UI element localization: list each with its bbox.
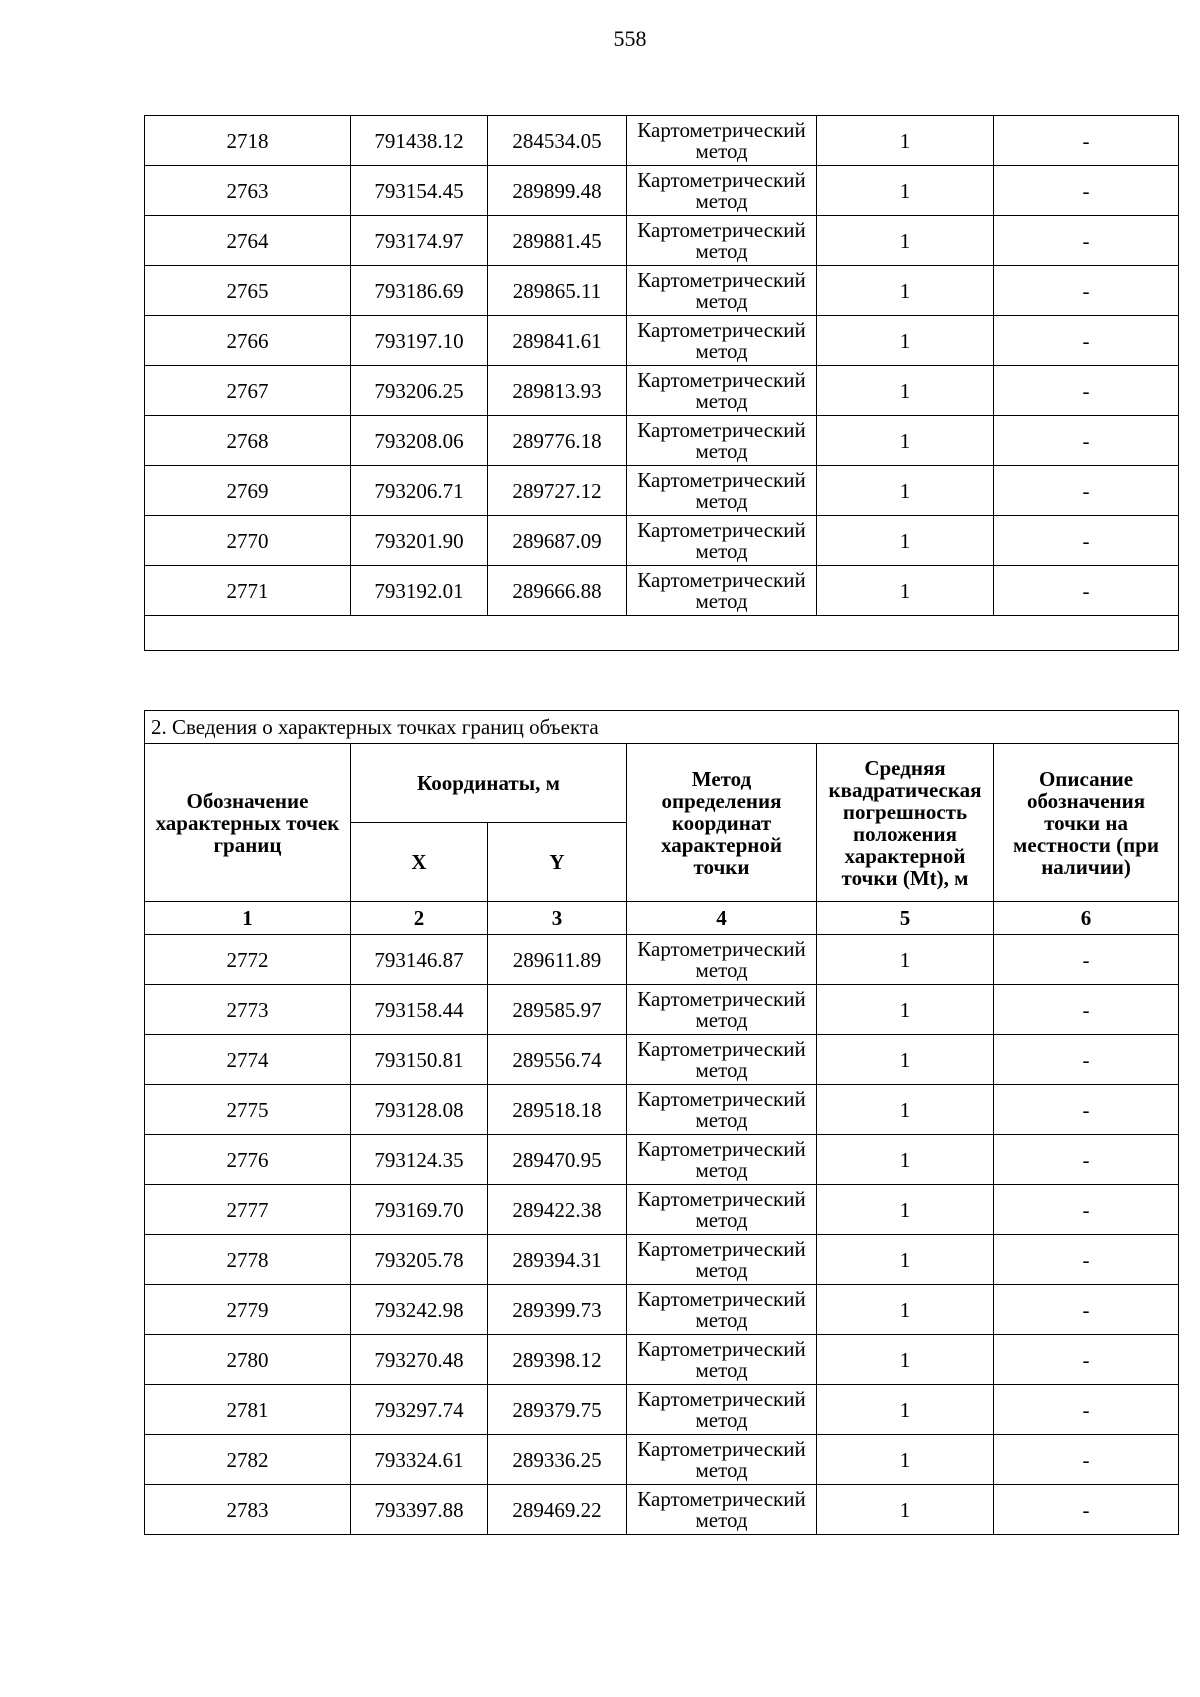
y-coordinate-cell: 289394.31 [488,1235,627,1285]
table-row [145,166,1179,216]
column-number: 6 [994,902,1179,935]
error-value-cell: 1 [817,466,994,516]
header-coordinates: Координаты, м [351,744,627,823]
header-text: обозначения [1026,788,1146,813]
error-value-cell: 1 [817,1135,994,1185]
table-row [145,1185,1179,1235]
error-value-cell: 1 [817,935,994,985]
header-mean-square-error [817,744,994,902]
description-cell: - [994,116,1179,166]
header-text: характерной [660,832,783,857]
column-number: 2 [351,902,488,935]
method-text: метод [695,1057,748,1082]
header-text: наличии) [1041,854,1131,879]
table-row [145,466,1179,516]
method-text: Картометрический [637,467,806,492]
description-cell: - [994,216,1179,266]
y-coordinate-cell: 289585.97 [488,985,627,1035]
table-row [145,1135,1179,1185]
header-point-designation [145,744,351,902]
error-value-cell: 1 [817,1335,994,1385]
method-text: Картометрический [637,1186,806,1211]
table-row [145,1485,1179,1535]
empty-row [145,616,1179,651]
method-cell [627,466,817,516]
y-coordinate-cell: 289881.45 [488,216,627,266]
table-row [145,985,1179,1035]
y-coordinate-cell: 289727.12 [488,466,627,516]
method-text: метод [695,388,748,413]
y-coordinate-cell: 289336.25 [488,1435,627,1485]
method-text: метод [695,138,748,163]
x-coordinate-cell: 793242.98 [351,1285,488,1335]
point-id-cell: 2779 [145,1285,351,1335]
y-coordinate-cell: 289666.88 [488,566,627,616]
y-coordinate-cell: 289611.89 [488,935,627,985]
header-text: точки (Mt), м [841,865,969,890]
method-text: Картометрический [637,517,806,542]
description-cell: - [994,166,1179,216]
page-number: 558 [613,26,647,51]
method-cell [627,316,817,366]
x-coordinate-cell: 793174.97 [351,216,488,266]
x-coordinate-cell: 793124.35 [351,1135,488,1185]
header-text: точки [693,854,750,879]
method-text: Картометрический [637,217,806,242]
y-coordinate-cell: 284534.05 [488,116,627,166]
table-row [145,316,1179,366]
method-text: Картометрический [637,167,806,192]
point-id-cell: 2765 [145,266,351,316]
method-cell [627,516,817,566]
header-text: Описание [1038,766,1134,791]
header-text: характерных точек [155,810,340,835]
error-value-cell: 1 [817,985,994,1035]
point-id-cell: 2764 [145,216,351,266]
table-row [145,416,1179,466]
method-text: метод [695,1457,748,1482]
point-id-cell: 2776 [145,1135,351,1185]
error-value-cell: 1 [817,1235,994,1285]
method-cell [627,1335,817,1385]
table-row [145,516,1179,566]
error-value-cell: 1 [817,216,994,266]
description-cell: - [994,1385,1179,1435]
header-method [627,744,817,902]
column-number: 4 [627,902,817,935]
description-cell: - [994,1185,1179,1235]
y-coordinate-cell: 289422.38 [488,1185,627,1235]
table-row [145,1035,1179,1085]
header-text: Средняя [864,755,946,780]
method-text: Картометрический [637,1136,806,1161]
table-body [145,116,1179,651]
method-cell [627,1185,817,1235]
header-text: Метод [691,766,752,791]
method-text: метод [695,288,748,313]
method-text: метод [695,1257,748,1282]
method-cell [627,1285,817,1335]
x-coordinate-cell: 793146.87 [351,935,488,985]
header-x: X [351,823,488,902]
y-coordinate-cell: 289813.93 [488,366,627,416]
method-text: метод [695,1507,748,1532]
table-row [145,1385,1179,1435]
point-id-cell: 2773 [145,985,351,1035]
error-value-cell: 1 [817,1285,994,1335]
header-text: характерной [844,843,966,868]
method-text: метод [695,488,748,513]
point-id-cell: 2781 [145,1385,351,1435]
description-cell: - [994,1285,1179,1335]
header-y: Y [488,823,627,902]
table-header [145,711,1179,935]
point-id-cell: 2767 [145,366,351,416]
table-body [145,935,1179,1535]
description-cell: - [994,1235,1179,1285]
method-text: метод [695,338,748,363]
header-text: местности (при [1013,832,1160,857]
method-text: Картометрический [637,1036,806,1061]
table-row [145,1235,1179,1285]
header-text: координат [671,810,772,835]
method-text: Картометрический [637,936,806,961]
error-value-cell: 1 [817,1485,994,1535]
x-coordinate-cell: 793206.71 [351,466,488,516]
header-text: погрешность [842,799,968,824]
x-coordinate-cell: 793397.88 [351,1485,488,1535]
method-cell [627,116,817,166]
method-cell [627,366,817,416]
description-cell: - [994,1335,1179,1385]
method-text: метод [695,1207,748,1232]
error-value-cell: 1 [817,1185,994,1235]
description-cell: - [994,266,1179,316]
y-coordinate-cell: 289399.73 [488,1285,627,1335]
x-coordinate-cell: 793208.06 [351,416,488,466]
point-id-cell: 2777 [145,1185,351,1235]
point-id-cell: 2771 [145,566,351,616]
point-id-cell: 2778 [145,1235,351,1285]
header-description [994,744,1179,902]
point-id-cell: 2775 [145,1085,351,1135]
method-text: Картометрический [637,986,806,1011]
method-text: Картометрический [637,367,806,392]
method-cell [627,1435,817,1485]
method-text: метод [695,957,748,982]
column-number: 1 [145,902,351,935]
x-coordinate-cell: 793150.81 [351,1035,488,1085]
x-coordinate-cell: 793205.78 [351,1235,488,1285]
method-text: Картометрический [637,117,806,142]
method-text: метод [695,538,748,563]
table-row [145,935,1179,985]
column-number: 3 [488,902,627,935]
header-text: Обозначение [186,788,309,813]
y-coordinate-cell: 289470.95 [488,1135,627,1185]
method-text: Картометрический [637,567,806,592]
x-coordinate-cell: 793128.08 [351,1085,488,1135]
y-coordinate-cell: 289687.09 [488,516,627,566]
method-cell [627,216,817,266]
method-text: метод [695,438,748,463]
error-value-cell: 1 [817,566,994,616]
description-cell: - [994,516,1179,566]
method-cell [627,1035,817,1085]
empty-cell [145,616,1179,651]
point-id-cell: 2766 [145,316,351,366]
x-coordinate-cell: 793158.44 [351,985,488,1035]
method-text: метод [695,1007,748,1032]
description-cell: - [994,1485,1179,1535]
point-id-cell: 2772 [145,935,351,985]
table-row [145,216,1179,266]
x-coordinate-cell: 793201.90 [351,516,488,566]
method-text: метод [695,588,748,613]
method-text: метод [695,238,748,263]
description-cell: - [994,1085,1179,1135]
method-text: Картометрический [637,1236,806,1261]
error-value-cell: 1 [817,516,994,566]
method-text: метод [695,1107,748,1132]
x-coordinate-cell: 793169.70 [351,1185,488,1235]
method-text: метод [695,1407,748,1432]
table-row [145,116,1179,166]
method-cell [627,416,817,466]
method-text: метод [695,1307,748,1332]
header-text: точки на [1044,810,1128,835]
table-row [145,1085,1179,1135]
x-coordinate-cell: 793197.10 [351,316,488,366]
error-value-cell: 1 [817,1085,994,1135]
y-coordinate-cell: 289518.18 [488,1085,627,1135]
method-cell [627,1385,817,1435]
description-cell: - [994,316,1179,366]
description-cell: - [994,466,1179,516]
coordinates-table-continued [144,115,1179,651]
description-cell: - [994,1435,1179,1485]
method-cell [627,566,817,616]
header-text: границ [213,832,282,857]
point-id-cell: 2770 [145,516,351,566]
error-value-cell: 1 [817,316,994,366]
table-row [145,1335,1179,1385]
point-id-cell: 2769 [145,466,351,516]
method-text: метод [695,1357,748,1382]
x-coordinate-cell: 793324.61 [351,1435,488,1485]
error-value-cell: 1 [817,166,994,216]
point-id-cell: 2763 [145,166,351,216]
x-coordinate-cell: 791438.12 [351,116,488,166]
method-text: Картометрический [637,1086,806,1111]
description-cell: - [994,1135,1179,1185]
description-cell: - [994,416,1179,466]
x-coordinate-cell: 793206.25 [351,366,488,416]
description-cell: - [994,935,1179,985]
section-title: 2. Сведения о характерных точках границ объекта [145,711,1179,744]
method-cell [627,1135,817,1185]
point-id-cell: 2782 [145,1435,351,1485]
boundary-points-table [144,710,1179,1535]
method-text: Картометрический [637,1436,806,1461]
y-coordinate-cell: 289899.48 [488,166,627,216]
y-coordinate-cell: 289469.22 [488,1485,627,1535]
table-row [145,266,1179,316]
error-value-cell: 1 [817,1435,994,1485]
error-value-cell: 1 [817,266,994,316]
x-coordinate-cell: 793270.48 [351,1335,488,1385]
header-text: положения [853,821,957,846]
method-text: Картометрический [637,417,806,442]
description-cell: - [994,985,1179,1035]
method-cell [627,1235,817,1285]
y-coordinate-cell: 289556.74 [488,1035,627,1085]
description-cell: - [994,1035,1179,1085]
point-id-cell: 2780 [145,1335,351,1385]
column-number: 5 [817,902,994,935]
x-coordinate-cell: 793192.01 [351,566,488,616]
table-row [145,1435,1179,1485]
y-coordinate-cell: 289379.75 [488,1385,627,1435]
error-value-cell: 1 [817,1035,994,1085]
error-value-cell: 1 [817,1385,994,1435]
header-text: определения [661,788,782,813]
error-value-cell: 1 [817,366,994,416]
x-coordinate-cell: 793297.74 [351,1385,488,1435]
table-row [145,566,1179,616]
description-cell: - [994,566,1179,616]
method-text: Картометрический [637,1286,806,1311]
point-id-cell: 2718 [145,116,351,166]
method-cell [627,1085,817,1135]
point-id-cell: 2768 [145,416,351,466]
point-id-cell: 2783 [145,1485,351,1535]
method-text: Картометрический [637,1386,806,1411]
y-coordinate-cell: 289841.61 [488,316,627,366]
x-coordinate-cell: 793186.69 [351,266,488,316]
method-text: Картометрический [637,267,806,292]
x-coordinate-cell: 793154.45 [351,166,488,216]
method-text: Картометрический [637,317,806,342]
method-cell [627,166,817,216]
method-cell [627,935,817,985]
table-row [145,1285,1179,1335]
method-cell [627,1485,817,1535]
header-text: квадратическая [828,777,982,802]
method-text: Картометрический [637,1486,806,1511]
error-value-cell: 1 [817,416,994,466]
y-coordinate-cell: 289865.11 [488,266,627,316]
table-row [145,366,1179,416]
method-text: Картометрический [637,1336,806,1361]
description-cell: - [994,366,1179,416]
method-cell [627,985,817,1035]
error-value-cell: 1 [817,116,994,166]
method-cell [627,266,817,316]
point-id-cell: 2774 [145,1035,351,1085]
method-text: метод [695,1157,748,1182]
method-text: метод [695,188,748,213]
y-coordinate-cell: 289776.18 [488,416,627,466]
y-coordinate-cell: 289398.12 [488,1335,627,1385]
